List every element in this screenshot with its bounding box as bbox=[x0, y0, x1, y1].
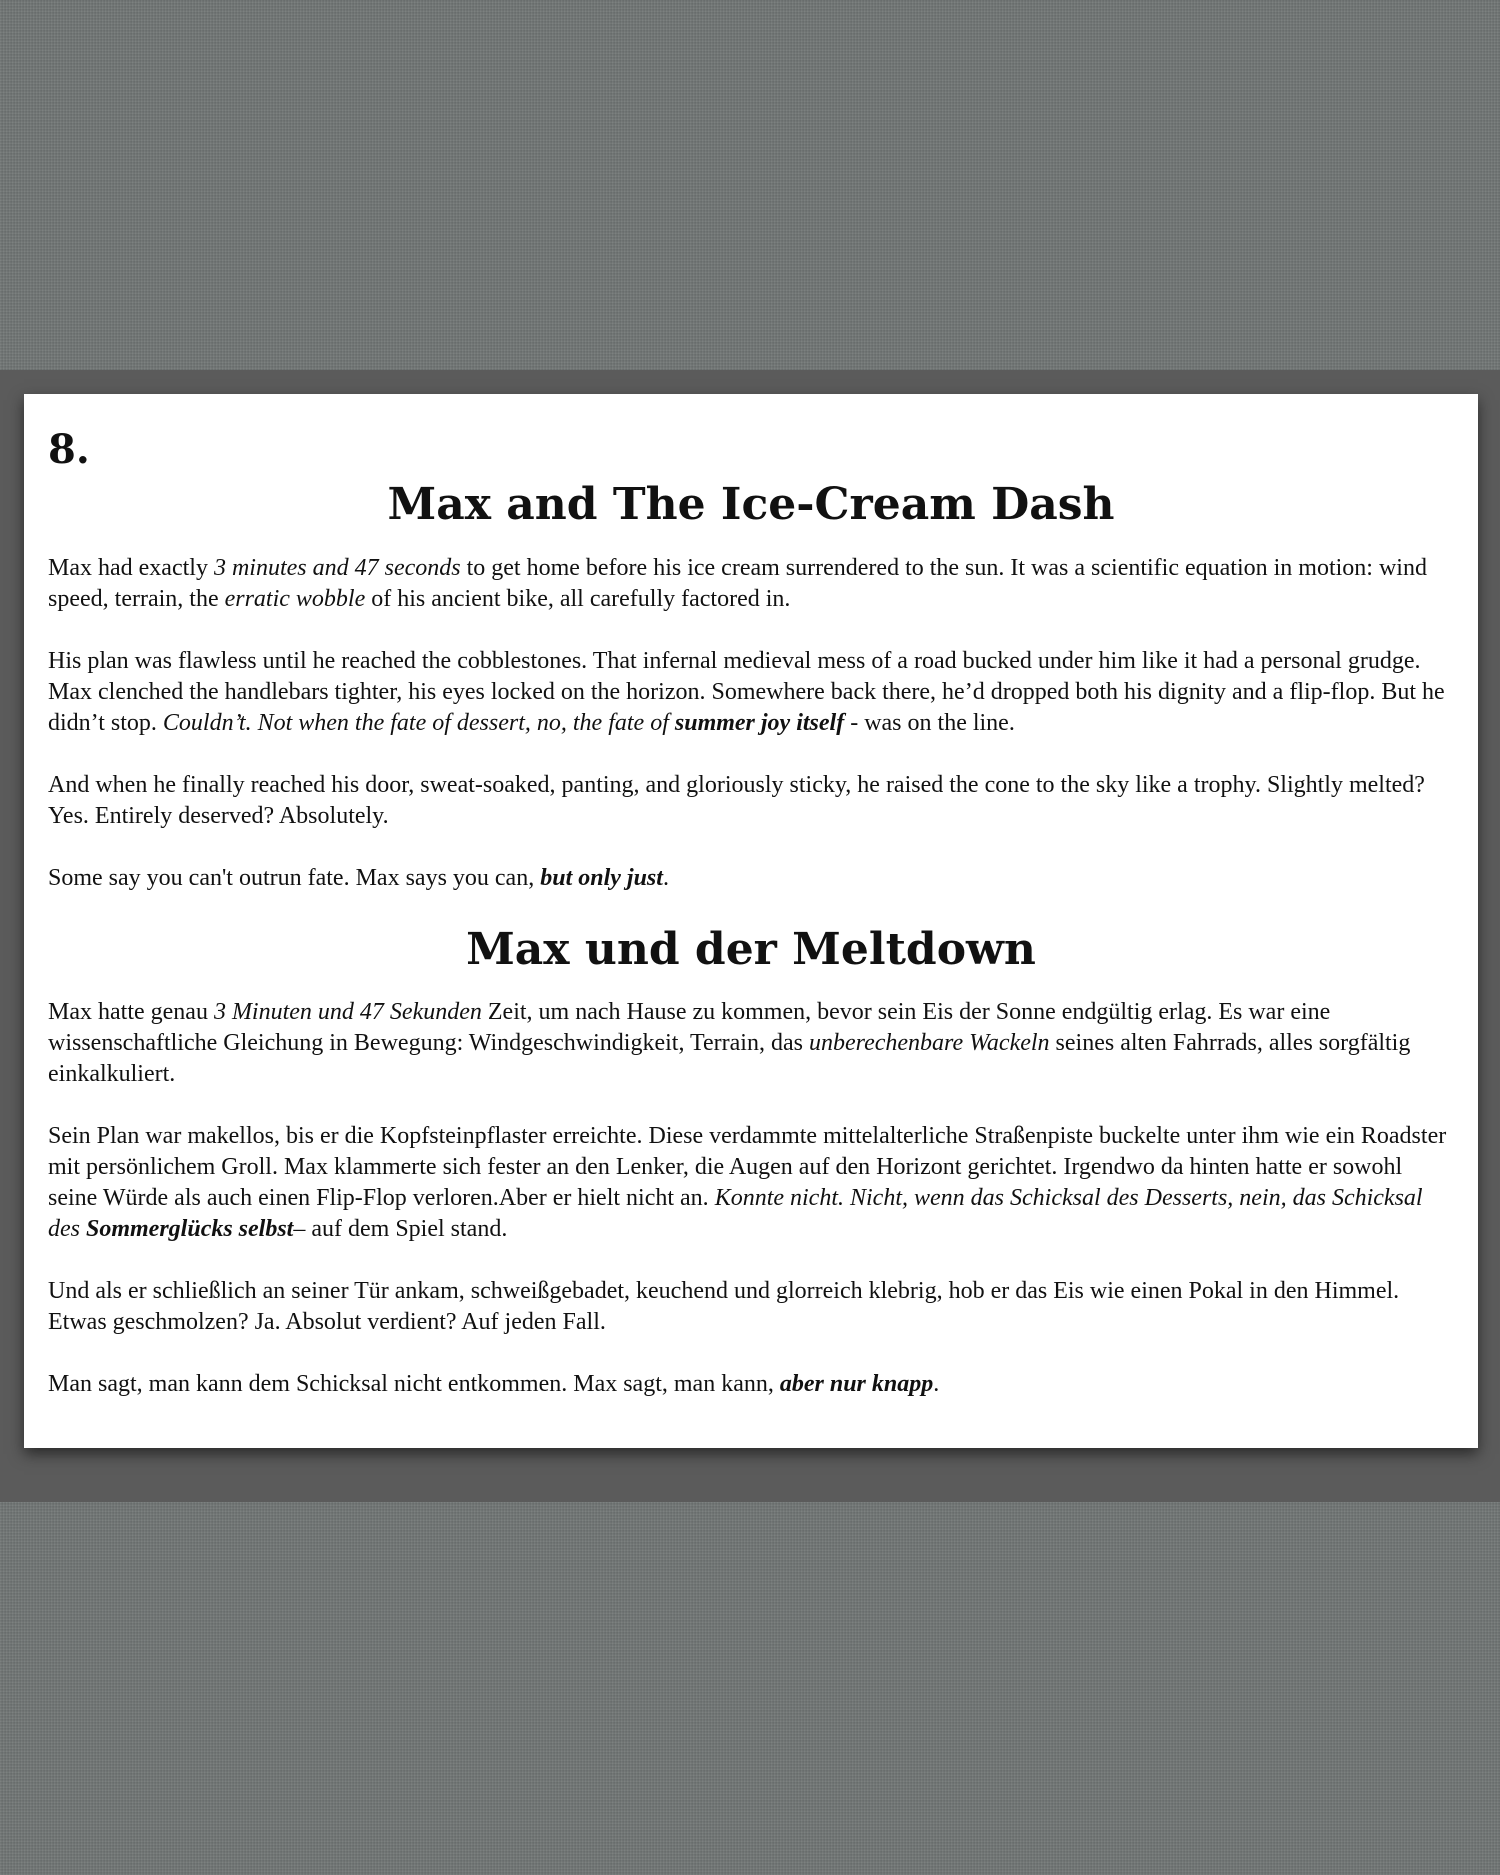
german-paragraph-2 bbox=[48, 1121, 1454, 1245]
bold-italic-run: summer joy itself bbox=[674, 709, 845, 736]
bold-italic-run: aber nur knapp bbox=[779, 1371, 934, 1398]
italic-run: unberechenbare Wackeln bbox=[808, 1030, 1050, 1057]
german-paragraph-4 bbox=[48, 1369, 1454, 1400]
text-run: Man sagt, man kann dem Schicksal nicht entkommen. Max sagt, man kann, bbox=[48, 1371, 780, 1398]
italic-run: 3 Minuten und 47 Sekunden bbox=[213, 999, 482, 1026]
bold-italic-run: but only just bbox=[540, 864, 663, 891]
italic-run: erratic wobble bbox=[224, 585, 366, 612]
text-run: to get home before his ice cream surrendered to the sun. It was a scientific equation in motion: wind speed, terrain, the bbox=[48, 554, 1427, 612]
german-title: Max und der Meltdown bbox=[466, 923, 1036, 975]
text-run: Some say you can't outrun fate. Max says you can, bbox=[48, 864, 541, 891]
story-card bbox=[24, 394, 1478, 1448]
text-run: - was on the line. bbox=[844, 709, 1015, 736]
english-paragraph-4 bbox=[48, 863, 1454, 894]
english-paragraph-3: And when he finally reached his door, sweat-soaked, panting, and gloriously sticky, he raised the cone to the sky like a trophy. Slightly melted? Yes. Entirely deserved? Absolutely. bbox=[48, 771, 1425, 829]
german-paragraph-3: Und als er schließlich an seiner Tür ankam, schweißgebadet, keuchend und glorreich klebrig, hob er das Eis wie einen Pokal in den Himmel. Etwas geschmolzen? Ja. Absolut verdient? Auf jeden Fall. bbox=[48, 1278, 1400, 1336]
text-run: His plan was flawless until he reached the cobblestones. That infernal medieval mess of a road bucked under him like it had a personal grudge. Max clenched the handlebars tighter, his eyes locked on the horizon. Somewhere back there, he’d dropped both his dignity and a flip-flop. But he didn’t stop. bbox=[48, 647, 1445, 736]
italic-run: Konnte nicht. Nicht, wenn das Schicksal des Desserts, nein, das Schicksal des bbox=[48, 1185, 1423, 1243]
italic-run: Couldn’t. Not when the fate of dessert, no, the fate of bbox=[162, 709, 675, 736]
text-run: . bbox=[662, 864, 669, 891]
italic-run: 3 minutes and 47 seconds bbox=[213, 554, 461, 581]
text-run: . bbox=[933, 1371, 940, 1398]
page-number: 8. bbox=[48, 426, 90, 473]
text-run: Sein Plan war makellos, bis er die Kopfsteinpflaster erreichte. Diese verdammte mittelalterliche Straßenpiste buckelte unter ihm wie ein Roadster mit persönlichem Groll. Max klammerte sich fester an den Lenker, die Augen auf den Horizont gerichtet. Irgendwo da hinten hatte er sowohl seine Würde als auch einen Flip-Flop verloren.Aber er hielt nicht an. bbox=[48, 1123, 1447, 1212]
text-run: – auf dem Spiel stand. bbox=[293, 1216, 508, 1243]
text-run: Max had exactly bbox=[48, 554, 214, 581]
english-paragraph-2 bbox=[48, 646, 1454, 739]
english-title: Max and The Ice-Cream Dash bbox=[387, 479, 1115, 530]
text-run: of his ancient bike, all carefully factored in. bbox=[365, 585, 791, 612]
english-paragraph-1 bbox=[48, 553, 1454, 615]
text-run: Zeit, um nach Hause zu kommen, bevor sein Eis der Sonne endgültig erlag. Es war eine wissenschaftliche Gleichung in Bewegung: Windgeschwindigkeit, Terrain, das bbox=[48, 999, 1331, 1057]
text-run: Max hatte genau bbox=[48, 999, 214, 1026]
text-run: seines alten Fahrrads, alles sorgfältig einkalkuliert. bbox=[48, 1030, 1411, 1088]
german-paragraph-1 bbox=[48, 997, 1454, 1090]
bold-italic-run: Sommerglücks selbst bbox=[86, 1216, 294, 1243]
